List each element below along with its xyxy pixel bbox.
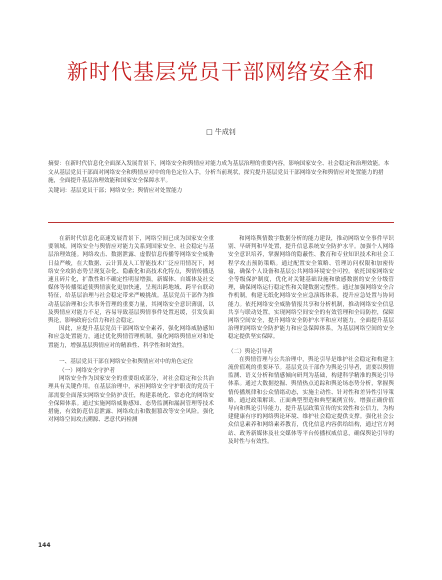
right-column — [228, 235, 394, 446]
page-number: 144 — [38, 542, 51, 549]
body-paragraph: 网络安全作为国家安全的重要组成部分，对社会稳定和公共治理具有关键作用。在基层治理中，承担网络安全守护职责的党员干部需要全面落实网络安全防护责任，构建系统化、常态化的网络安全保障体系。通过实施网络威胁感知、态势监测和漏洞管理等技术措施，有效防范信息泄露、网络攻击和数据篡改等安全风险。强化对网络空间攻击溯源、恶意代码检测 — [48, 376, 214, 424]
separator-rule — [48, 222, 394, 223]
section-heading: 一、基层党员干部在网络安全和舆情应对中的角色定位 — [59, 358, 194, 365]
body-paragraph: 和网络舆情数字数据分析的能力建设，推动网络安全事件早识别、早研判和早处置，提升信息系统安全防护水平。加强个人网络安全意识培养，掌握网络的隐蔽性、教育和专业知识技术和社会工程学攻击预防策略。通过配置安全策略、管理访问权限和加密传输，确保个人设备和基层公共网络环境安全可控。依托国家网络安全等级保护制度，优化对关键基础设施和敏感数据的安全分级管理，确保网络运行稳定性和关键数据完整性。通过加强网络安全合作机制，构建无纸化网络安全应急演练体系，提升应急处置与协同能力。依托网络安全威胁情报共享和分析机制，推动网络安全信息共享与联动处置，实现网络空间安全的有效管理和全局防控，保障网络空间安全，提升网络安全防护水平和应对能力，全面提升基层治理的网络安全防护能力和应急保障体系，为基层网络空间的安全稳定提供坚实保障。 — [228, 236, 394, 341]
abstract-block — [48, 160, 394, 195]
intro-paragraph: 在新时代信息化高速发展背景下，网络空间已成为国家安全重要领域。网络安全与舆情应对能力关系到国家安全、社会稳定与基层治理效能。网络攻击、数据泄露、虚假信息传播等网络安全威胁日益严峻，在大数据、云计算及人工智能技术广泛应用情况下，网络安全攻防态势呈现复杂化、隐蔽化和高技术化特点，舆情传播迅速且碎片化，扩散性和不确定性明显增强，新媒体、自媒体及社交媒体等传播渠道使舆情演化更加快速，呈现出跨地域、跨平台联动特征，给基层治理与社会稳定带来严峻挑战。基层党员干部作为推动基层治理和公共事务管理的重要力量，其网络安全意识薄弱，以及舆情应对能力不足，容易导致基层舆情事件处置迟缓，引发负面舆论，影响政府公信力和社会稳定。 — [48, 236, 214, 325]
subsection-heading: （一）网络安全守护者 — [59, 368, 115, 375]
keywords-text: 关键词：基层党员干部；网络安全；舆情应对处置能力 — [48, 187, 183, 194]
body-paragraph: 在舆情管理与公共治理中，舆论引导是维护社会稳定和构建主流价值观的重要环节。基层党员干部作为舆论引导者，需要以舆情监测、语义分析和情感倾向研判为基础，构建科学精准的舆论引导体系。通过大数据挖掘、舆情热点追踪和舆论场态势分析，掌握舆情传播规律和公众情绪动态，实施主动性、针对性和差异性引导策略。通过政策解读、正面典型塑造和典型案例宣传，增强正确价值导向和舆论引导能力，提升基层政策宣传的实效性和公信力，为构建健康有序的网络舆论环境、维护社会稳定提供支撑。强化社会公众信息素养和网络素养教育，优化信息内容供给结构，通过官方网站、政务新媒体及社交媒体等平台传播权威信息，确保舆论引导的及时性与有效性。 — [228, 356, 394, 445]
intro-paragraph-2: 因此，应提升基层党员干部网络安全素养，强化网络威胁感知和应急处置能力，通过优化舆情管理机制，强化网络舆情应对和处置能力，增强基层舆情应对的精准性、科学性和时效性。 — [48, 326, 214, 349]
left-column — [48, 235, 214, 424]
abstract-text: 摘要：在新时代信息化全面深入发展背景下，网络安全和舆情应对能力成为基层治理的重要内容，影响国家安全、社会稳定和治理效能。本文从基层党员干部面对网络安全和舆情应对中的角色定位入手，分析当前现状，探究提升基层党员干部网络安全和舆情应对处置能力的措施，全面提升基层治理效能和国家安全保障水平。 — [48, 161, 390, 185]
subsection-heading: （二）舆论引导者 — [228, 348, 273, 355]
article-title: 新时代基层党员干部网络安全和 — [67, 60, 375, 84]
article-author: □ 牛成钊 — [206, 128, 236, 136]
